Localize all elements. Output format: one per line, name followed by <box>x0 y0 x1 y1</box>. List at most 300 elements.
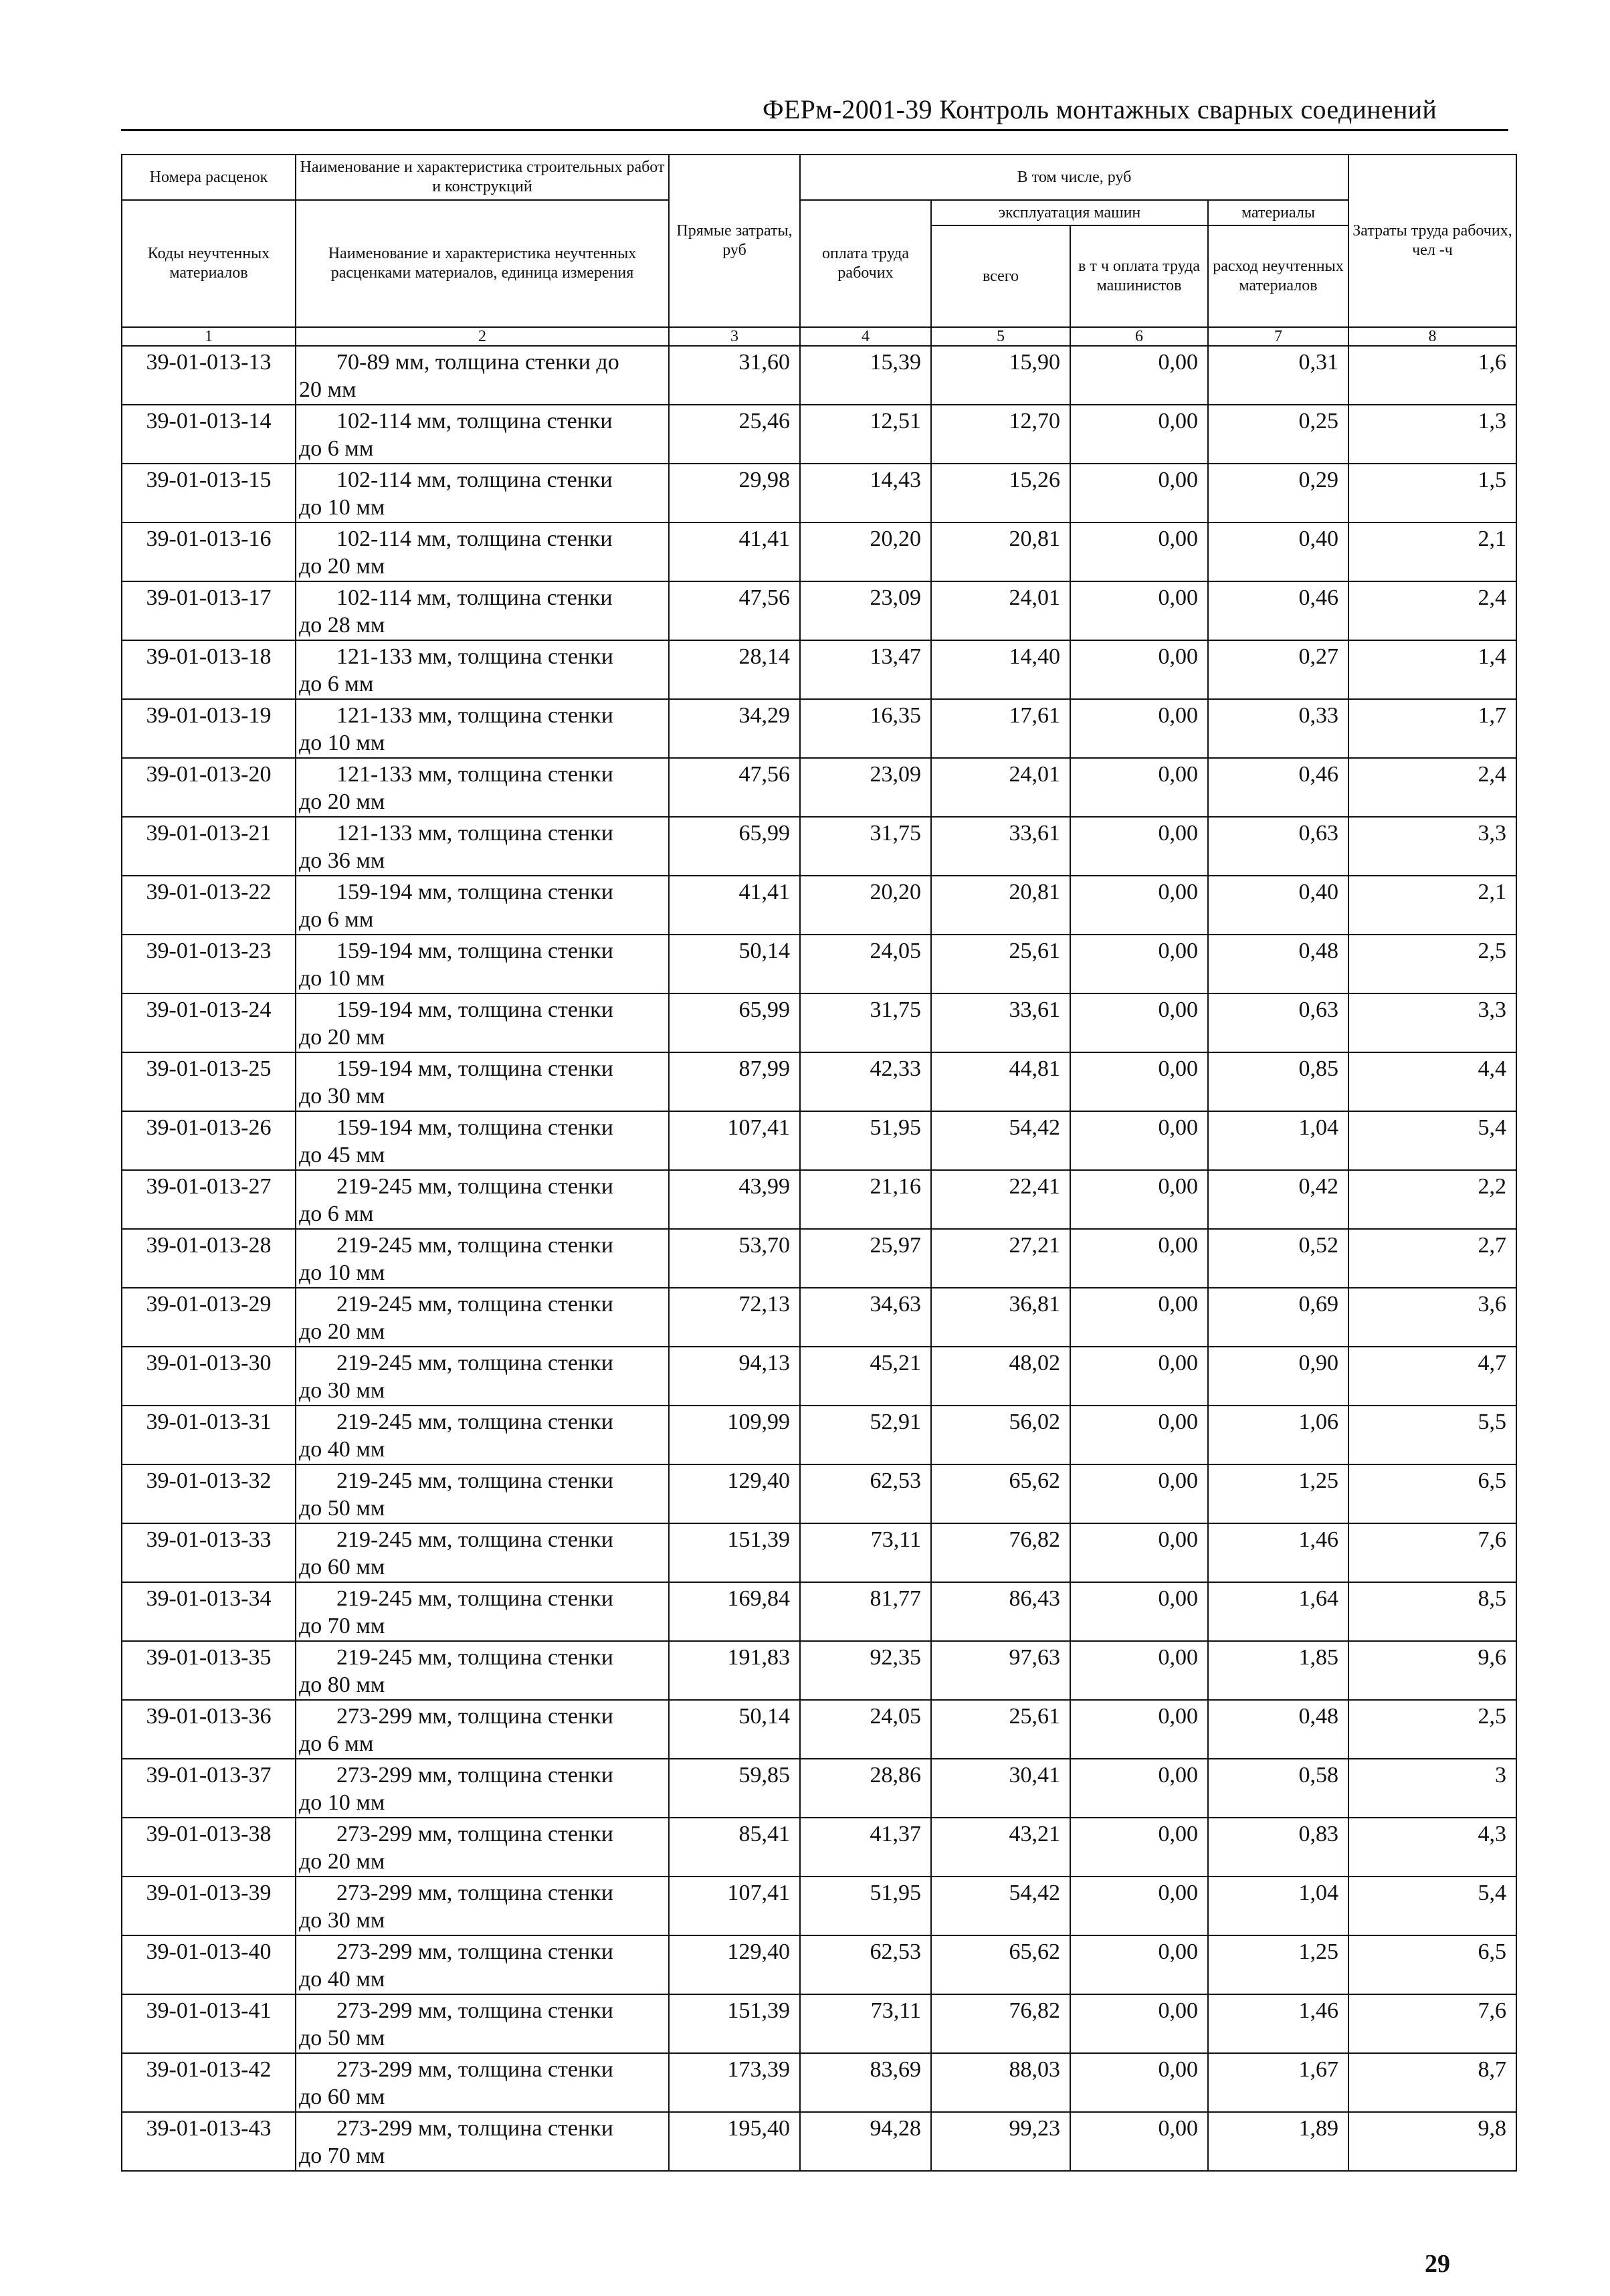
materials-value: 0,31 <box>1208 346 1348 405</box>
operator-pay-value: 0,00 <box>1070 464 1208 522</box>
direct-costs-value: 50,14 <box>669 1700 800 1759</box>
thickness-text: до 30 мм <box>299 1378 385 1403</box>
labor-pay-value: 21,16 <box>800 1170 931 1229</box>
rate-code: 39-01-013-35 <box>122 1641 296 1700</box>
rate-code: 39-01-013-29 <box>122 1288 296 1347</box>
rate-code: 39-01-013-32 <box>122 1464 296 1523</box>
machines-total-value: 99,23 <box>931 2112 1070 2171</box>
labor-pay-value: 25,97 <box>800 1229 931 1288</box>
materials-value: 1,04 <box>1208 1877 1348 1935</box>
table-row <box>122 1406 1516 1464</box>
table-row <box>122 876 1516 935</box>
header-work-name: Наименование и характеристика строительных работ и конструкций <box>296 155 669 200</box>
labor-hours-value: 2,2 <box>1348 1170 1516 1229</box>
labor-hours-value: 3,3 <box>1348 817 1516 876</box>
direct-costs-value: 107,41 <box>669 1877 800 1935</box>
work-description <box>296 1170 669 1229</box>
rate-code: 39-01-013-28 <box>122 1229 296 1288</box>
direct-costs-value: 47,56 <box>669 758 800 817</box>
table-body <box>122 346 1516 2171</box>
header-material-name: Наименование и характеристика неучтенных расценками материалов, единица измерения <box>296 200 669 327</box>
thickness-text: до 50 мм <box>299 1496 385 1521</box>
machines-total-value: 76,82 <box>931 1523 1070 1582</box>
materials-value: 0,48 <box>1208 1700 1348 1759</box>
work-description <box>296 581 669 640</box>
labor-hours-value: 1,7 <box>1348 699 1516 758</box>
work-description <box>296 1406 669 1464</box>
operator-pay-value: 0,00 <box>1070 581 1208 640</box>
table-row <box>122 581 1516 640</box>
table-row <box>122 1464 1516 1523</box>
thickness-text: до 70 мм <box>299 1614 385 1638</box>
rate-code: 39-01-013-24 <box>122 993 296 1052</box>
labor-hours-value: 9,6 <box>1348 1641 1516 1700</box>
header-codes: Коды неучтенных материалов <box>122 200 296 327</box>
operator-pay-value: 0,00 <box>1070 1229 1208 1288</box>
labor-hours-value: 1,5 <box>1348 464 1516 522</box>
labor-pay-value: 83,69 <box>800 2053 931 2112</box>
work-description <box>296 699 669 758</box>
labor-hours-value: 4,4 <box>1348 1052 1516 1111</box>
materials-value: 1,25 <box>1208 1464 1348 1523</box>
work-description <box>296 1641 669 1700</box>
rate-code: 39-01-013-13 <box>122 346 296 405</box>
work-description <box>296 876 669 935</box>
machines-total-value: 25,61 <box>931 935 1070 993</box>
machines-total-value: 54,42 <box>931 1877 1070 1935</box>
work-description <box>296 1523 669 1582</box>
column-number: 7 <box>1208 327 1348 346</box>
operator-pay-value: 0,00 <box>1070 1935 1208 1994</box>
rate-code: 39-01-013-42 <box>122 2053 296 2112</box>
labor-hours-value: 5,4 <box>1348 1111 1516 1170</box>
direct-costs-value: 25,46 <box>669 405 800 464</box>
operator-pay-value: 0,00 <box>1070 640 1208 699</box>
direct-costs-value: 65,99 <box>669 817 800 876</box>
diameter-text: 121-133 мм, толщина стенки <box>336 644 613 669</box>
table-row <box>122 1759 1516 1818</box>
table-row <box>122 1700 1516 1759</box>
work-description <box>296 758 669 817</box>
labor-hours-value: 1,3 <box>1348 405 1516 464</box>
work-description <box>296 640 669 699</box>
thickness-text: до 20 мм <box>299 1319 385 1344</box>
work-description <box>296 405 669 464</box>
machines-total-value: 15,90 <box>931 346 1070 405</box>
operator-pay-value: 0,00 <box>1070 1170 1208 1229</box>
header-materials: материалы <box>1208 200 1348 225</box>
header-unaccounted-materials: расход неучтенных материалов <box>1208 225 1348 327</box>
materials-value: 0,69 <box>1208 1288 1348 1347</box>
materials-value: 0,42 <box>1208 1170 1348 1229</box>
direct-costs-value: 65,99 <box>669 993 800 1052</box>
operator-pay-value: 0,00 <box>1070 522 1208 581</box>
direct-costs-value: 43,99 <box>669 1170 800 1229</box>
labor-hours-value: 2,1 <box>1348 522 1516 581</box>
machines-total-value: 65,62 <box>931 1935 1070 1994</box>
rate-code: 39-01-013-18 <box>122 640 296 699</box>
operator-pay-value: 0,00 <box>1070 1111 1208 1170</box>
machines-total-value: 43,21 <box>931 1818 1070 1877</box>
diameter-text: 219-245 мм, толщина стенки <box>336 1410 613 1434</box>
thickness-text: до 6 мм <box>299 907 374 932</box>
labor-hours-value: 7,6 <box>1348 1994 1516 2053</box>
labor-hours-value: 4,3 <box>1348 1818 1516 1877</box>
table-row <box>122 1818 1516 1877</box>
labor-pay-value: 73,11 <box>800 1994 931 2053</box>
materials-value: 0,33 <box>1208 699 1348 758</box>
diameter-text: 159-194 мм, толщина стенки <box>336 939 613 963</box>
materials-value: 1,25 <box>1208 1935 1348 1994</box>
header-operator-pay: в т ч оплата труда машинистов <box>1070 225 1208 327</box>
labor-hours-value: 2,7 <box>1348 1229 1516 1288</box>
materials-value: 0,25 <box>1208 405 1348 464</box>
machines-total-value: 15,26 <box>931 464 1070 522</box>
diameter-text: 273-299 мм, толщина стенки <box>336 1704 613 1729</box>
column-number: 5 <box>931 327 1070 346</box>
rate-code: 39-01-013-40 <box>122 1935 296 1994</box>
rates-table <box>121 154 1517 2172</box>
labor-pay-value: 14,43 <box>800 464 931 522</box>
labor-hours-value: 2,5 <box>1348 935 1516 993</box>
rate-code: 39-01-013-19 <box>122 699 296 758</box>
labor-pay-value: 45,21 <box>800 1347 931 1406</box>
work-description <box>296 935 669 993</box>
rate-code: 39-01-013-22 <box>122 876 296 935</box>
work-description <box>296 522 669 581</box>
labor-hours-value: 2,1 <box>1348 876 1516 935</box>
labor-pay-value: 42,33 <box>800 1052 931 1111</box>
labor-hours-value: 1,6 <box>1348 346 1516 405</box>
materials-value: 0,63 <box>1208 817 1348 876</box>
labor-pay-value: 20,20 <box>800 522 931 581</box>
diameter-text: 159-194 мм, толщина стенки <box>336 880 613 904</box>
labor-pay-value: 94,28 <box>800 2112 931 2171</box>
operator-pay-value: 0,00 <box>1070 817 1208 876</box>
table-row <box>122 1052 1516 1111</box>
materials-value: 1,46 <box>1208 1523 1348 1582</box>
rate-code: 39-01-013-41 <box>122 1994 296 2053</box>
machines-total-value: 88,03 <box>931 2053 1070 2112</box>
labor-pay-value: 24,05 <box>800 1700 931 1759</box>
labor-pay-value: 62,53 <box>800 1464 931 1523</box>
rate-code: 39-01-013-26 <box>122 1111 296 1170</box>
work-description <box>296 2112 669 2171</box>
operator-pay-value: 0,00 <box>1070 1818 1208 1877</box>
direct-costs-value: 169,84 <box>669 1582 800 1641</box>
table-row <box>122 2112 1516 2171</box>
thickness-text: до 6 мм <box>299 1731 374 1756</box>
materials-value: 0,90 <box>1208 1347 1348 1406</box>
labor-pay-value: 81,77 <box>800 1582 931 1641</box>
diameter-text: 219-245 мм, толщина стенки <box>336 1645 613 1670</box>
operator-pay-value: 0,00 <box>1070 935 1208 993</box>
materials-value: 1,04 <box>1208 1111 1348 1170</box>
materials-value: 0,27 <box>1208 640 1348 699</box>
labor-hours-value: 9,8 <box>1348 2112 1516 2171</box>
thickness-text: до 10 мм <box>299 731 385 755</box>
labor-pay-value: 31,75 <box>800 817 931 876</box>
direct-costs-value: 151,39 <box>669 1523 800 1582</box>
labor-hours-value: 7,6 <box>1348 1523 1516 1582</box>
materials-value: 0,40 <box>1208 522 1348 581</box>
labor-hours-value: 2,5 <box>1348 1700 1516 1759</box>
column-number: 2 <box>296 327 669 346</box>
thickness-text: до 20 мм <box>299 789 385 814</box>
thickness-text: до 6 мм <box>299 1202 374 1226</box>
machines-total-value: 48,02 <box>931 1347 1070 1406</box>
table-row <box>122 1347 1516 1406</box>
work-description <box>296 1877 669 1935</box>
labor-pay-value: 16,35 <box>800 699 931 758</box>
table-row <box>122 1582 1516 1641</box>
diameter-text: 273-299 мм, толщина стенки <box>336 1939 613 1964</box>
labor-hours-value: 2,4 <box>1348 758 1516 817</box>
labor-hours-value: 3 <box>1348 1759 1516 1818</box>
table-row <box>122 1877 1516 1935</box>
labor-pay-value: 62,53 <box>800 1935 931 1994</box>
work-description <box>296 1582 669 1641</box>
work-description <box>296 817 669 876</box>
labor-pay-value: 24,05 <box>800 935 931 993</box>
diameter-text: 273-299 мм, толщина стенки <box>336 2116 613 2141</box>
work-description <box>296 1994 669 2053</box>
rate-code: 39-01-013-36 <box>122 1700 296 1759</box>
direct-costs-value: 41,41 <box>669 522 800 581</box>
labor-hours-value: 2,4 <box>1348 581 1516 640</box>
table-row <box>122 522 1516 581</box>
thickness-text: до 10 мм <box>299 495 385 520</box>
operator-pay-value: 0,00 <box>1070 876 1208 935</box>
machines-total-value: 76,82 <box>931 1994 1070 2053</box>
labor-hours-value: 4,7 <box>1348 1347 1516 1406</box>
work-description <box>296 1347 669 1406</box>
materials-value: 1,46 <box>1208 1994 1348 2053</box>
column-number: 4 <box>800 327 931 346</box>
rate-code: 39-01-013-15 <box>122 464 296 522</box>
thickness-text: до 10 мм <box>299 1260 385 1285</box>
diameter-text: 159-194 мм, толщина стенки <box>336 1115 613 1140</box>
direct-costs-value: 129,40 <box>669 1464 800 1523</box>
machines-total-value: 25,61 <box>931 1700 1070 1759</box>
work-description <box>296 2053 669 2112</box>
operator-pay-value: 0,00 <box>1070 1347 1208 1406</box>
operator-pay-value: 0,00 <box>1070 1288 1208 1347</box>
diameter-text: 273-299 мм, толщина стенки <box>336 1763 613 1788</box>
direct-costs-value: 47,56 <box>669 581 800 640</box>
labor-pay-value: 34,63 <box>800 1288 931 1347</box>
page-number: 29 <box>1425 2250 1450 2278</box>
labor-pay-value: 23,09 <box>800 758 931 817</box>
labor-pay-value: 15,39 <box>800 346 931 405</box>
labor-hours-value: 5,4 <box>1348 1877 1516 1935</box>
work-description <box>296 993 669 1052</box>
work-description <box>296 1935 669 1994</box>
table-row <box>122 1994 1516 2053</box>
labor-pay-value: 12,51 <box>800 405 931 464</box>
work-description <box>296 1464 669 1523</box>
direct-costs-value: 34,29 <box>669 699 800 758</box>
machines-total-value: 36,81 <box>931 1288 1070 1347</box>
machines-total-value: 56,02 <box>931 1406 1070 1464</box>
operator-pay-value: 0,00 <box>1070 2112 1208 2171</box>
diameter-text: 273-299 мм, толщина стенки <box>336 1998 613 2023</box>
machines-total-value: 14,40 <box>931 640 1070 699</box>
header-direct-costs: Прямые затраты, руб <box>669 155 800 327</box>
column-number: 1 <box>122 327 296 346</box>
work-description <box>296 1818 669 1877</box>
diameter-text: 159-194 мм, толщина стенки <box>336 1056 613 1081</box>
labor-pay-value: 13,47 <box>800 640 931 699</box>
table-row <box>122 1288 1516 1347</box>
table-row <box>122 464 1516 522</box>
rate-code: 39-01-013-34 <box>122 1582 296 1641</box>
diameter-text: 219-245 мм, толщина стенки <box>336 1586 613 1611</box>
rate-code: 39-01-013-27 <box>122 1170 296 1229</box>
materials-value: 0,40 <box>1208 876 1348 935</box>
machines-total-value: 65,62 <box>931 1464 1070 1523</box>
direct-costs-value: 87,99 <box>669 1052 800 1111</box>
table-row <box>122 935 1516 993</box>
labor-hours-value: 3,6 <box>1348 1288 1516 1347</box>
labor-pay-value: 41,37 <box>800 1818 931 1877</box>
operator-pay-value: 0,00 <box>1070 346 1208 405</box>
direct-costs-value: 59,85 <box>669 1759 800 1818</box>
header-rate-numbers: Номера расценок <box>122 155 296 200</box>
labor-hours-value: 8,5 <box>1348 1582 1516 1641</box>
direct-costs-value: 109,99 <box>669 1406 800 1464</box>
header-including: В том числе, руб <box>800 155 1348 200</box>
table-row <box>122 405 1516 464</box>
rate-code: 39-01-013-30 <box>122 1347 296 1406</box>
column-number: 3 <box>669 327 800 346</box>
rate-code: 39-01-013-23 <box>122 935 296 993</box>
labor-pay-value: 51,95 <box>800 1877 931 1935</box>
materials-value: 0,48 <box>1208 935 1348 993</box>
header-machine-operation: эксплуатация машин <box>931 200 1208 225</box>
thickness-text: до 20 мм <box>299 1849 385 1874</box>
table-row <box>122 1111 1516 1170</box>
rate-code: 39-01-013-14 <box>122 405 296 464</box>
diameter-text: 219-245 мм, толщина стенки <box>336 1527 613 1552</box>
table-row <box>122 2053 1516 2112</box>
labor-hours-value: 1,4 <box>1348 640 1516 699</box>
machines-total-value: 22,41 <box>931 1170 1070 1229</box>
diameter-text: 121-133 мм, толщина стенки <box>336 821 613 846</box>
machines-total-value: 33,61 <box>931 993 1070 1052</box>
table-row <box>122 346 1516 405</box>
direct-costs-value: 173,39 <box>669 2053 800 2112</box>
header-divider <box>121 129 1508 131</box>
table-row <box>122 640 1516 699</box>
diameter-text: 102-114 мм, толщина стенки <box>336 468 613 492</box>
operator-pay-value: 0,00 <box>1070 1582 1208 1641</box>
table-row <box>122 758 1516 817</box>
thickness-text: до 6 мм <box>299 672 374 696</box>
column-number: 6 <box>1070 327 1208 346</box>
rate-code: 39-01-013-43 <box>122 2112 296 2171</box>
machines-total-value: 44,81 <box>931 1052 1070 1111</box>
thickness-text: до 20 мм <box>299 1025 385 1050</box>
table-row <box>122 1170 1516 1229</box>
diameter-text: 102-114 мм, толщина стенки <box>336 527 613 551</box>
direct-costs-value: 85,41 <box>669 1818 800 1877</box>
materials-value: 1,85 <box>1208 1641 1348 1700</box>
table-row <box>122 817 1516 876</box>
rate-code: 39-01-013-20 <box>122 758 296 817</box>
materials-value: 0,85 <box>1208 1052 1348 1111</box>
diameter-text: 102-114 мм, толщина стенки <box>336 585 613 610</box>
machines-total-value: 27,21 <box>931 1229 1070 1288</box>
thickness-text: до 60 мм <box>299 1555 385 1580</box>
machines-total-value: 20,81 <box>931 522 1070 581</box>
direct-costs-value: 129,40 <box>669 1935 800 1994</box>
labor-pay-value: 52,91 <box>800 1406 931 1464</box>
machines-total-value: 30,41 <box>931 1759 1070 1818</box>
diameter-text: 70-89 мм, толщина стенки до <box>336 350 619 375</box>
diameter-text: 121-133 мм, толщина стенки <box>336 762 613 787</box>
materials-value: 0,83 <box>1208 1818 1348 1877</box>
table-row <box>122 1229 1516 1288</box>
work-description <box>296 1700 669 1759</box>
machines-total-value: 20,81 <box>931 876 1070 935</box>
operator-pay-value: 0,00 <box>1070 1994 1208 2053</box>
rate-code: 39-01-013-16 <box>122 522 296 581</box>
rate-code: 39-01-013-25 <box>122 1052 296 1111</box>
diameter-text: 219-245 мм, толщина стенки <box>336 1174 613 1199</box>
table-row <box>122 1523 1516 1582</box>
labor-hours-value: 5,5 <box>1348 1406 1516 1464</box>
operator-pay-value: 0,00 <box>1070 1523 1208 1582</box>
work-description <box>296 1759 669 1818</box>
materials-value: 1,89 <box>1208 2112 1348 2171</box>
labor-hours-value: 6,5 <box>1348 1464 1516 1523</box>
thickness-text: до 10 мм <box>299 966 385 991</box>
operator-pay-value: 0,00 <box>1070 993 1208 1052</box>
thickness-text: до 10 мм <box>299 1790 385 1815</box>
rate-code: 39-01-013-39 <box>122 1877 296 1935</box>
operator-pay-value: 0,00 <box>1070 699 1208 758</box>
machines-total-value: 17,61 <box>931 699 1070 758</box>
work-description <box>296 346 669 405</box>
operator-pay-value: 0,00 <box>1070 1464 1208 1523</box>
materials-value: 0,46 <box>1208 758 1348 817</box>
operator-pay-value: 0,00 <box>1070 1759 1208 1818</box>
direct-costs-value: 72,13 <box>669 1288 800 1347</box>
table-row <box>122 1641 1516 1700</box>
diameter-text: 219-245 мм, толщина стенки <box>336 1233 613 1258</box>
direct-costs-value: 107,41 <box>669 1111 800 1170</box>
direct-costs-value: 41,41 <box>669 876 800 935</box>
materials-value: 1,67 <box>1208 2053 1348 2112</box>
diameter-text: 219-245 мм, толщина стенки <box>336 1292 613 1317</box>
diameter-text: 273-299 мм, толщина стенки <box>336 1822 613 1846</box>
labor-pay-value: 92,35 <box>800 1641 931 1700</box>
machines-total-value: 24,01 <box>931 758 1070 817</box>
direct-costs-value: 151,39 <box>669 1994 800 2053</box>
rate-code: 39-01-013-38 <box>122 1818 296 1877</box>
page-header: ФЕРм-2001-39 Контроль монтажных сварных соединений <box>763 94 1437 124</box>
direct-costs-value: 31,60 <box>669 346 800 405</box>
labor-hours-value: 6,5 <box>1348 1935 1516 1994</box>
work-description <box>296 1052 669 1111</box>
table-row <box>122 993 1516 1052</box>
operator-pay-value: 0,00 <box>1070 2053 1208 2112</box>
diameter-text: 219-245 мм, толщина стенки <box>336 1468 613 1493</box>
labor-hours-value: 3,3 <box>1348 993 1516 1052</box>
work-description <box>296 464 669 522</box>
direct-costs-value: 94,13 <box>669 1347 800 1406</box>
